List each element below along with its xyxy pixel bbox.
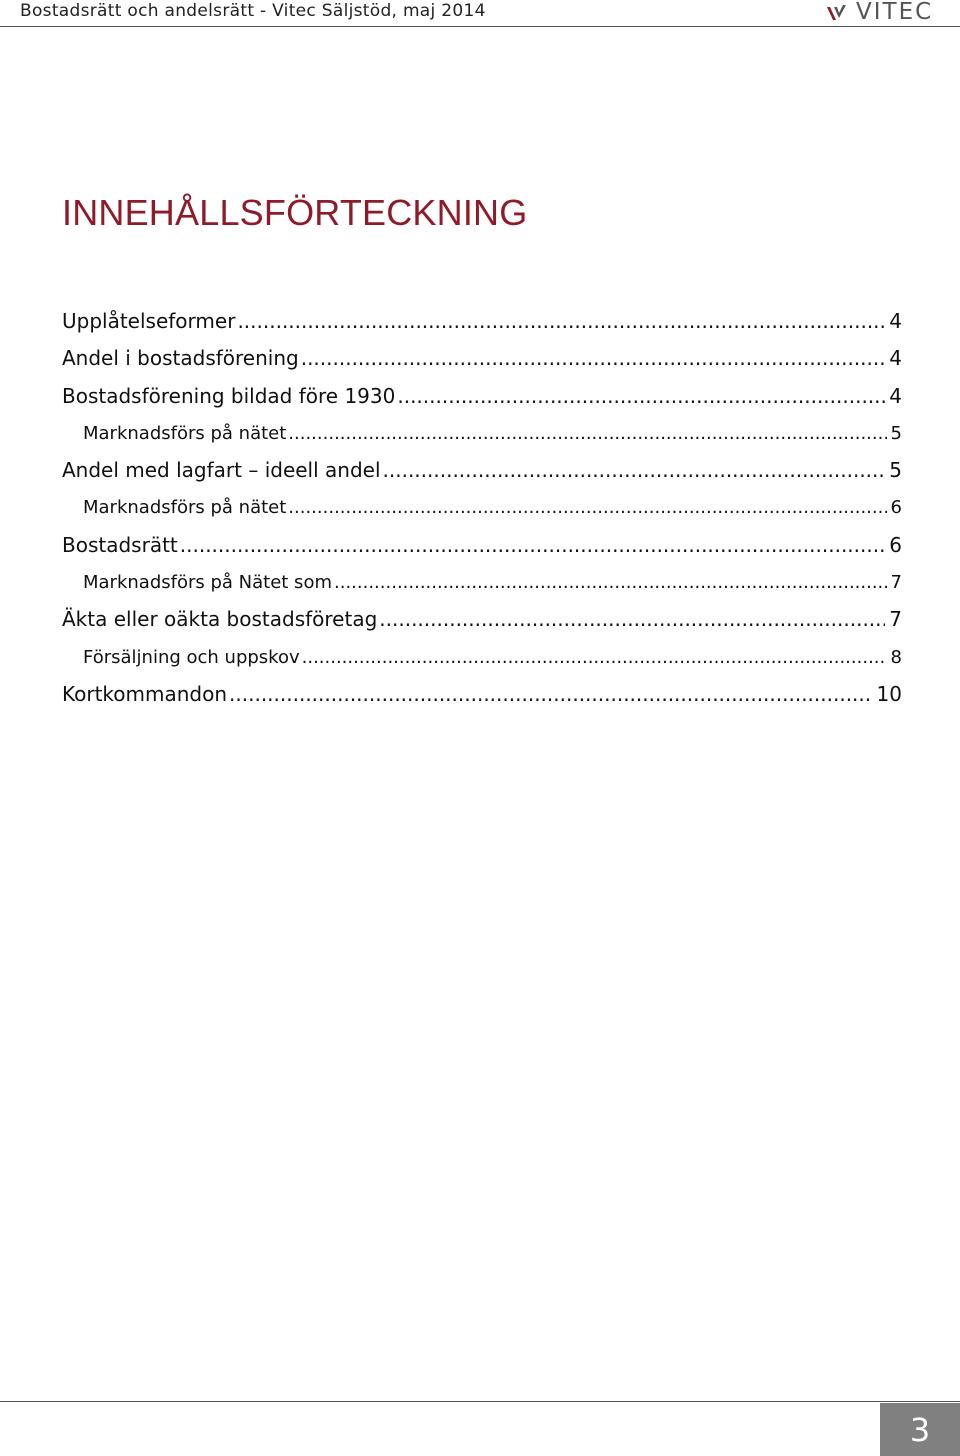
toc-subentry[interactable] — [62, 564, 902, 601]
toc-leader-dots — [334, 564, 887, 601]
toc-subentry[interactable] — [62, 415, 902, 452]
page-number: 3 — [880, 1403, 960, 1456]
vitec-logo — [826, 0, 934, 25]
toc-entry-page: 8 — [890, 646, 902, 668]
toc-entry-page: 4 — [889, 346, 902, 371]
toc-leader-dots — [288, 415, 886, 452]
toc-leader-dots — [383, 452, 886, 489]
toc-entry-page: 7 — [890, 572, 902, 594]
toc-entry-title: Upplåtelseformer — [62, 309, 236, 333]
toc-entry-page: 5 — [890, 422, 902, 444]
toc-entry[interactable] — [62, 676, 902, 713]
vitec-logo-mark-icon — [826, 3, 848, 21]
toc-leader-dots — [229, 676, 873, 713]
toc-entry-title: Marknadsförs på Nätet som — [83, 572, 332, 594]
toc-entry-title: Andel med lagfart – ideell andel — [62, 458, 381, 483]
toc-entry[interactable] — [62, 601, 902, 638]
toc-entry[interactable] — [62, 303, 902, 340]
toc-entry[interactable] — [62, 340, 902, 377]
table-of-contents — [62, 303, 902, 713]
toc-leader-dots — [397, 378, 885, 415]
toc-leader-dots — [379, 601, 885, 638]
toc-entry-title: Marknadsförs på nätet — [83, 422, 287, 444]
toc-entry-page: 6 — [890, 497, 902, 519]
toc-entry-page: 4 — [889, 383, 902, 408]
toc-entry[interactable] — [62, 378, 902, 415]
toc-entry-title: Andel i bostadsförening — [62, 346, 299, 371]
toc-entry-page: 4 — [889, 309, 902, 333]
header-divider — [0, 26, 960, 27]
toc-entry-title: Marknadsförs på nätet — [83, 497, 287, 519]
header-title: Bostadsrätt och andelsrätt - Vitec Säljstöd, maj 2014 — [20, 1, 486, 21]
toc-entry-title: Försäljning och uppskov — [83, 646, 300, 668]
toc-entry-page: 10 — [876, 681, 902, 706]
toc-leader-dots — [237, 303, 885, 340]
toc-entry[interactable] — [62, 527, 902, 564]
toc-subentry[interactable] — [62, 489, 902, 526]
footer-divider — [0, 1401, 960, 1402]
toc-entry-title: Bostadsrätt — [62, 532, 178, 557]
toc-subentry[interactable] — [62, 639, 902, 676]
toc-heading: INNEHÅLLSFÖRTECKNING — [62, 192, 528, 233]
toc-entry-title: Äkta eller oäkta bostadsföretag — [62, 607, 378, 632]
toc-leader-dots — [180, 527, 886, 564]
toc-entry-page: 7 — [889, 607, 902, 632]
toc-entry-title: Bostadsförening bildad före 1930 — [62, 383, 396, 408]
toc-leader-dots — [301, 340, 886, 377]
logo-text: VITEC — [856, 0, 934, 25]
page-header — [0, 0, 960, 27]
toc-leader-dots — [302, 639, 887, 676]
toc-entry[interactable] — [62, 452, 902, 489]
toc-entry-page: 5 — [889, 458, 902, 483]
toc-leader-dots — [288, 489, 886, 526]
toc-entry-page: 6 — [889, 532, 902, 557]
toc-entry-title: Kortkommandon — [62, 681, 228, 706]
